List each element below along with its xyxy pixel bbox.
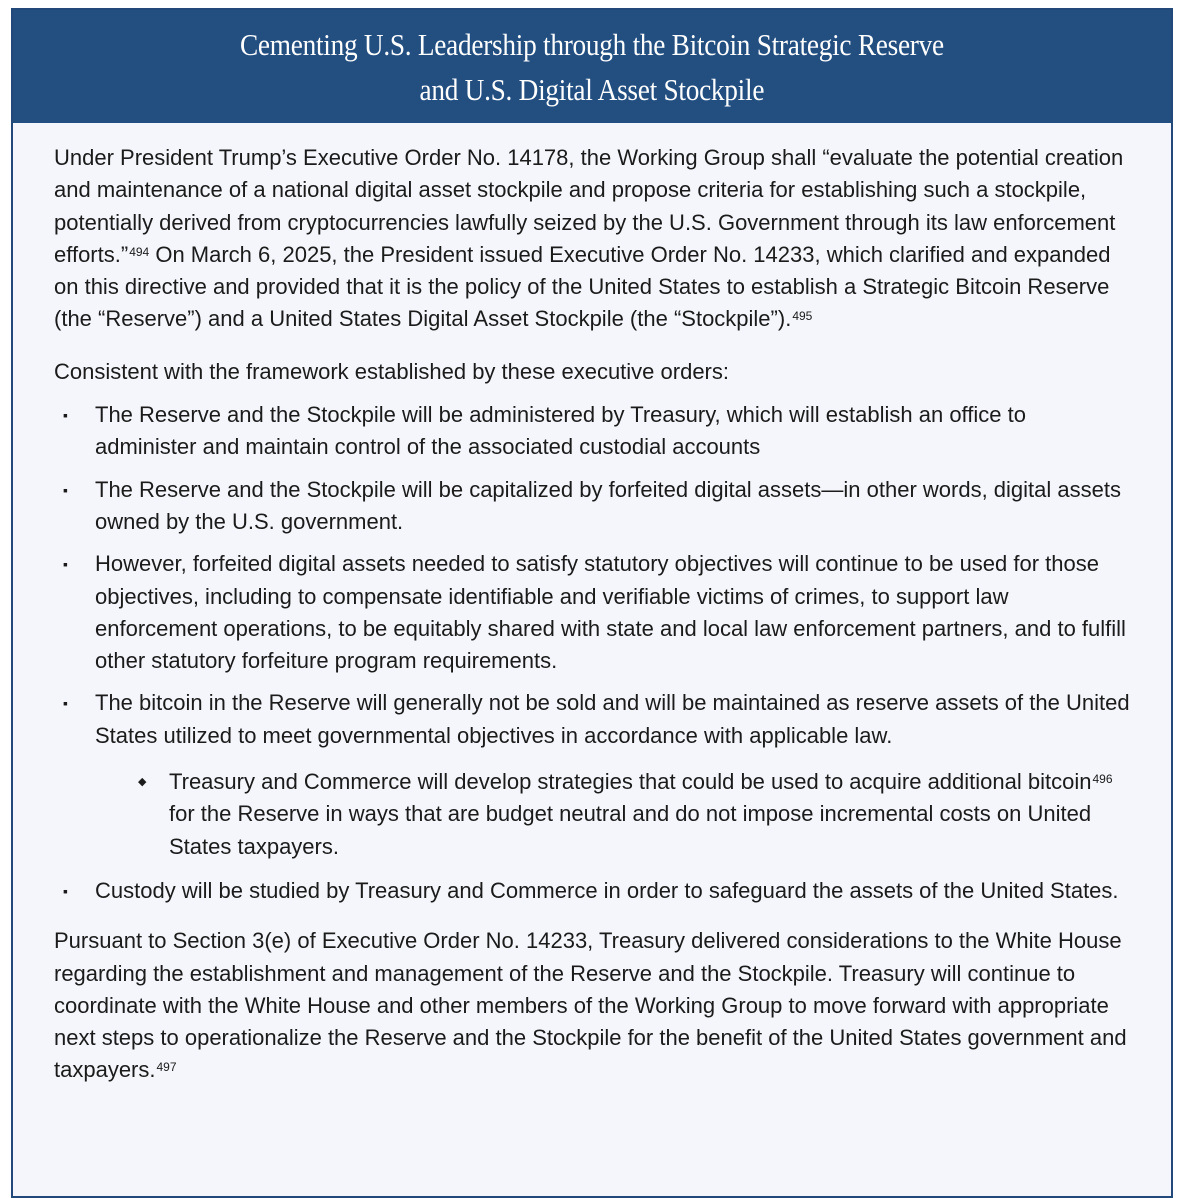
sub-bullet-list (129, 766, 1131, 863)
sub-bullet-marker: ◆ (138, 776, 147, 789)
list-item-text: The Reserve and the Stockpile will be administered by Treasury, which will establish an office to administer and maintain control of the associated custodial accounts (95, 402, 1026, 460)
footnote-496: 496 (1092, 772, 1113, 787)
sub-list-item-text-part-2: for the Reserve in ways that are budget neutral and do not impose incremental costs on United States taxpayers. (169, 801, 1092, 859)
paragraph-framework: Consistent with the framework established by these executive orders: (54, 358, 729, 384)
list-item (54, 399, 1131, 464)
document-panel (11, 8, 1173, 1198)
sub-list-item (129, 766, 1131, 863)
sub-list-item-text-part-1: Treasury and Commerce will develop strategies that could be used to acquire additional bitcoin (169, 769, 1092, 795)
bullet-list (54, 399, 1131, 907)
list-item-text: However, forfeited digital assets needed to satisfy statutory objectives will continue to be used for those objectives, including to compensate identifiable and verifiable victims of crimes, to support law enforcement operations, to be equitably shared with state and local law enforcement partners, and to fulfill other statutory forfeiture program requirements. (95, 551, 1126, 674)
list-item-text: The bitcoin in the Reserve will generally not be sold and will be maintained as reserve assets of the United States utilized to meet governmental objectives in accordance with applicable law. (95, 690, 1130, 748)
paragraph-intro-part-2: On March 6, 2025, the President issued Executive Order No. 14233, which clarified and expanded on this directive and provided that it is the policy of the United States to establish a Strategic Bitcoin Reserve (the “Reserve”) and a United States Digital Asset Stockpile (the “Stockpile”). (54, 241, 1111, 332)
list-item (54, 474, 1131, 539)
paragraph-pursuant-text: Pursuant to Section 3(e) of Executive Order No. 14233, Treasury delivered considerations to the White House regarding the establishment and management of the Reserve and the Stockpile. Treasury will continue to coordinate with the White House and other members of the Working Group to move forward with appropriate next steps to operationalize the Reserve and the Stockpile for the benefit of the United States government and taxpayers. (54, 928, 1127, 1083)
footnote-494: 494 (129, 244, 150, 259)
bullet-marker: ▪ (63, 882, 68, 899)
paragraph-intro (54, 142, 1131, 336)
list-item (54, 548, 1131, 677)
section-header (13, 10, 1171, 123)
footnote-497: 497 (156, 1060, 177, 1075)
bullet-marker: ▪ (63, 407, 68, 424)
bullet-marker: ▪ (63, 695, 68, 712)
list-item-text: Custody will be studied by Treasury and Commerce in order to safeguard the assets of the United States. (95, 877, 1119, 903)
paragraph-intro-part-1: Under President Trump’s Executive Order No. 14178, the Working Group shall “evaluate the potential creation and maintenance of a national digital asset stockpile and propose criteria for establishing such a stockpile, potentially derived from cryptocurrencies lawfully seized by the U.S. Government through its law enforcement efforts.” (54, 145, 1124, 267)
header-title-line-1: Cementing U.S. Leadership through the Bitcoin Strategic Reserve (240, 26, 944, 62)
list-item (54, 875, 1131, 907)
list-item-text: The Reserve and the Stockpile will be capitalized by forfeited digital assets—in other words, digital assets owned by the U.S. government. (95, 476, 1121, 534)
footnote-495: 495 (792, 309, 813, 324)
document-body (13, 123, 1171, 1087)
header-title-line-2: and U.S. Digital Asset Stockpile (419, 71, 765, 107)
paragraph-pursuant (54, 925, 1131, 1086)
list-item (54, 687, 1131, 862)
bullet-marker: ▪ (63, 556, 68, 573)
bullet-marker: ▪ (63, 481, 68, 498)
